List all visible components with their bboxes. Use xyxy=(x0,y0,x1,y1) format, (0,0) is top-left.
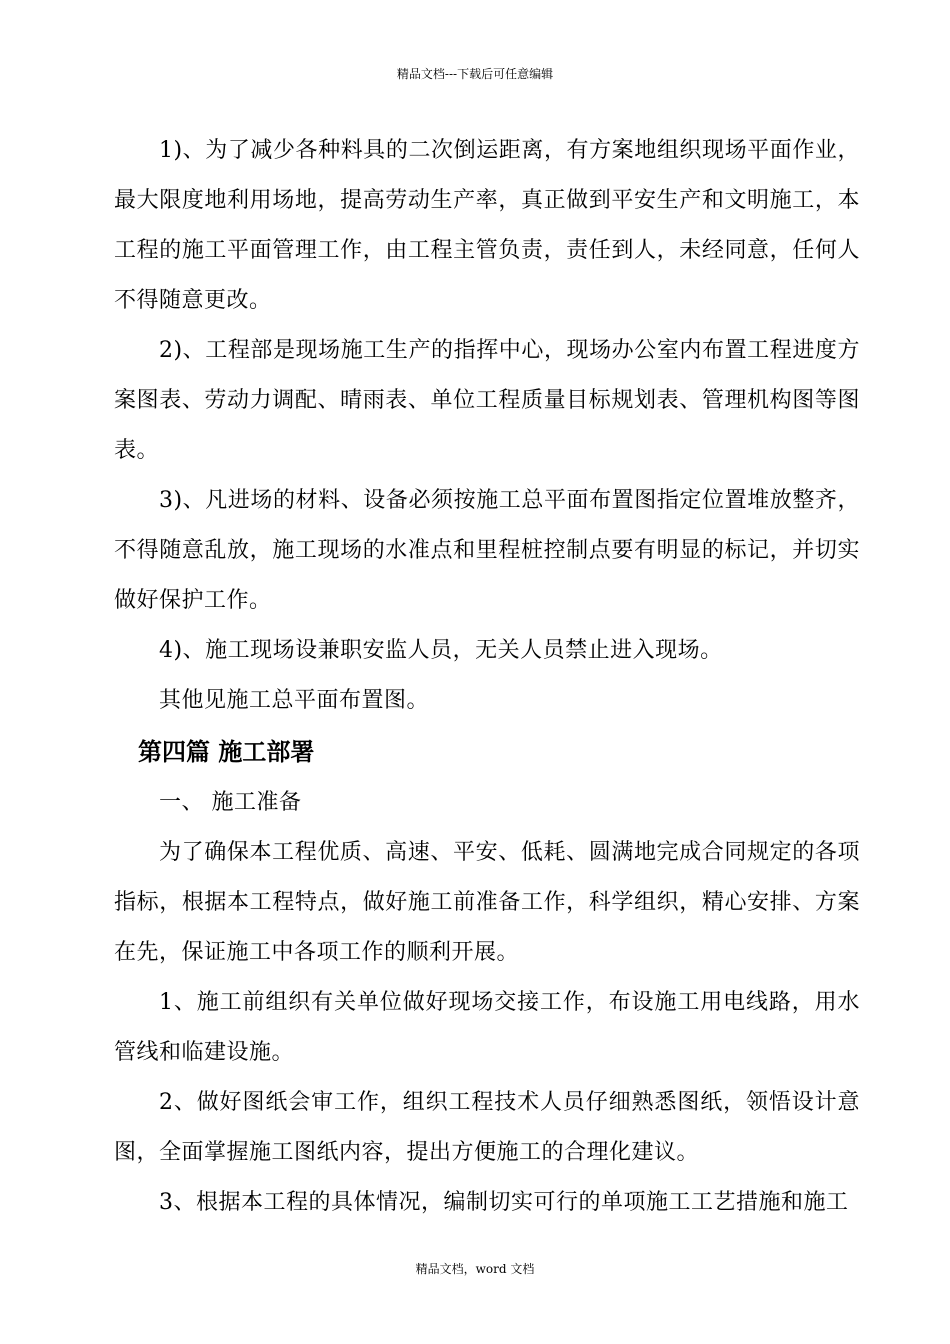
paragraph-9: 3、根据本工程的具体情况，编制切实可行的单项施工工艺措施和施工 xyxy=(159,1190,849,1215)
paragraph-3: 3)、凡进场的材料、设备必须按施工总平面布置图指定位置堆放整齐，不得随意乱放，施工现场的水准点和里程桩控制点要有明显的标记，并切实做好保护工作。 xyxy=(114,488,860,613)
page-header: 精品文档---下载后可任意编辑 xyxy=(396,67,554,81)
section-heading: 第四篇 施工部署 xyxy=(138,738,315,766)
section-subheading: 一、 施工准备 xyxy=(159,790,302,815)
paragraph-5: 其他见施工总平面布置图。 xyxy=(159,688,430,713)
paragraph-6: 为了确保本工程优质、高速、平安、低耗、圆满地完成合同规定的各项指标，根据本工程特点，做好施工前准备工作，科学组织，精心安排、方案在先，保证施工中各项工作的顺利开展。 xyxy=(114,840,860,965)
paragraph-4: 4)、施工现场设兼职安监人员，无关人员禁止进入现场。 xyxy=(159,638,723,663)
paragraph-2: 2)、工程部是现场施工生产的指挥中心，现场办公室内布置工程进度方案图表、劳动力调配、晴雨表、单位工程质量目标规划表、管理机构图等图表。 xyxy=(114,338,860,463)
document-body xyxy=(114,126,860,1228)
paragraph-7: 1、施工前组织有关单位做好现场交接工作，布设施工用电线路，用水管线和临建设施。 xyxy=(114,990,860,1065)
page-footer: 精品文档，word 文档 xyxy=(415,1262,535,1276)
paragraph-8: 2、做好图纸会审工作，组织工程技术人员仔细熟悉图纸，领悟设计意图，全面掌握施工图纸内容，提出方便施工的合理化建议。 xyxy=(114,1090,860,1165)
paragraph-1: 1)、为了减少各种料具的二次倒运距离，有方案地组织现场平面作业，最大限度地利用场地，提高劳动生产率，真正做到平安生产和文明施工，本工程的施工平面管理工作，由工程主管负责，责任到人，未经同意，任何人不得随意更改。 xyxy=(114,138,860,313)
